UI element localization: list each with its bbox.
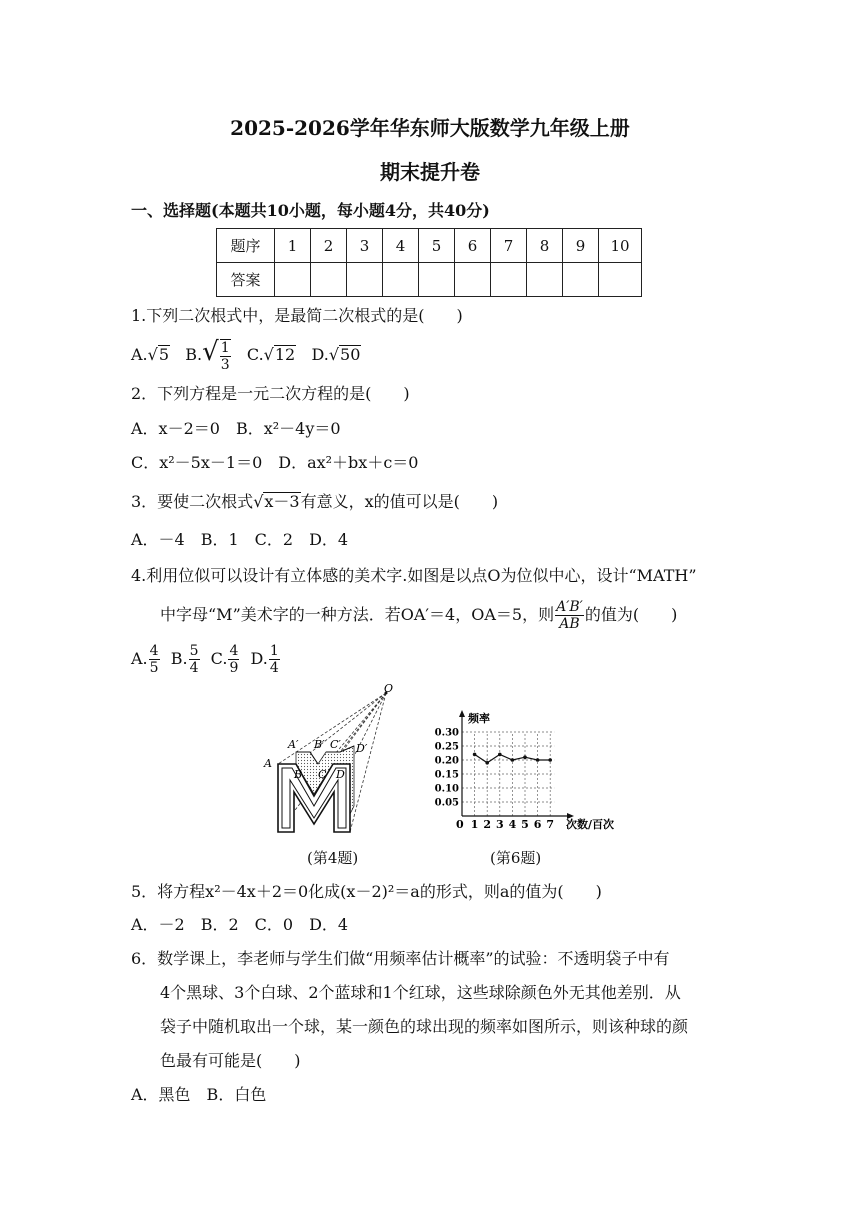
frac-num: 5 (189, 643, 199, 659)
q4-line2-post: 的值为( ) (584, 605, 678, 624)
q1-c-value: 12 (274, 345, 296, 364)
frac-den: 5 (149, 660, 159, 676)
q4-d-label: D. (250, 649, 268, 668)
radical-sign: √ (202, 337, 219, 367)
q3-stem (131, 492, 498, 512)
q2-options-line2: C．x²－5x－1＝0 D．ax²＋bx＋c＝0 (131, 453, 419, 472)
answer-cell[interactable] (419, 263, 455, 297)
answer-cell[interactable] (311, 263, 347, 297)
answer-cell[interactable] (599, 263, 642, 297)
label-b-prime: B′ (314, 738, 325, 751)
q1-b-label: B. (185, 345, 203, 364)
q4-frac-num: A′B′ (556, 599, 583, 615)
q1-b-fraction (220, 339, 231, 373)
x-tick-label: 3 (495, 818, 504, 831)
answer-cell[interactable] (491, 263, 527, 297)
label-a-prime: A′ (288, 738, 299, 751)
label-d: D (336, 768, 345, 781)
q2-stem: 2．下列方程是一元二次方程的是( ) (131, 384, 410, 403)
label-b: B (294, 768, 303, 781)
q1-b-den: 3 (220, 356, 230, 373)
figure-4-caption: (第4题) (307, 849, 359, 867)
table-cell: 6 (455, 229, 491, 263)
frac-den: 4 (189, 660, 199, 676)
chart-axes (459, 710, 574, 819)
doc-title: 2025-2026学年华东师大版数学九年级上册 (230, 116, 630, 140)
q6-line3: 袋子中随机取出一个球，某一颜色的球出现的频率如图所示，则该种球的颜 (160, 1017, 689, 1036)
table-cell: 9 (563, 229, 599, 263)
q1-b-num: 1 (220, 339, 230, 356)
q4-a-label: A. (131, 649, 148, 668)
answer-cell[interactable] (455, 263, 491, 297)
q4-options (131, 640, 281, 678)
table-cell: 5 (419, 229, 455, 263)
q1-stem: 1.下列二次根式中，是最简二次根式的是( ) (131, 306, 463, 325)
answer-table (216, 228, 642, 297)
figure-4-m-letter (258, 684, 408, 840)
answer-cell[interactable] (347, 263, 383, 297)
q4-a-fraction (149, 643, 160, 676)
label-d-prime: D′ (356, 742, 368, 755)
answer-cell[interactable] (275, 263, 311, 297)
q1-c-label: C. (246, 345, 264, 364)
data-point (548, 758, 552, 762)
q4-c-label: C. (210, 649, 228, 668)
q4-frac-den: AB (559, 616, 580, 632)
x-tick-label: 7 (546, 818, 555, 831)
x-tick-label: 4 (508, 818, 517, 831)
radical-sign: √ (147, 345, 158, 364)
table-cell: 7 (491, 229, 527, 263)
frac-num: 4 (149, 643, 159, 659)
y-axis-arrow (459, 710, 465, 717)
table-cell: 8 (527, 229, 563, 263)
figure-6-chart (428, 706, 628, 834)
data-point (536, 758, 540, 762)
row-label-answer: 答案 (217, 263, 275, 297)
frac-den: 4 (269, 660, 279, 676)
x-tick-label: 5 (521, 818, 529, 831)
table-cell: 3 (347, 229, 383, 263)
q4-c-fraction (228, 643, 239, 676)
q6-options: A．黑色 B．白色 (131, 1085, 267, 1104)
q1-a-label: A. (131, 345, 148, 364)
y-tick-label: 0.25 (434, 741, 459, 753)
q4-line2 (160, 596, 677, 634)
origin-label: 0 (456, 818, 464, 831)
q1-a-value: 5 (158, 345, 170, 364)
q4-b-fraction (189, 643, 200, 676)
q2-options-line1: A．x－2＝0 B．x²－4y＝0 (131, 419, 341, 438)
y-axis-label: 频率 (468, 712, 490, 725)
data-point (485, 761, 489, 765)
x-tick-label: 6 (533, 818, 542, 831)
row-label-number: 题序 (217, 229, 275, 263)
answer-cell[interactable] (563, 263, 599, 297)
doc-subtitle: 期末提升卷 (380, 160, 480, 184)
q4-d-fraction (269, 643, 280, 676)
y-tick-label: 0.10 (434, 783, 459, 795)
q3-options: A．－4 B．1 C．2 D．4 (131, 530, 349, 549)
x-axis-label: 次数/百次 (566, 818, 615, 831)
radical-sign: √ (328, 345, 340, 364)
y-tick-label: 0.05 (434, 797, 459, 809)
data-point (473, 753, 477, 757)
x-tick-label: 2 (483, 818, 492, 831)
q3-stem-post: 有意义，x的值可以是( ) (300, 492, 499, 511)
y-tick-label: 0.15 (434, 769, 459, 781)
q3-radicand: x－3 (264, 492, 300, 511)
table-row (217, 263, 642, 297)
table-cell: 1 (275, 229, 311, 263)
q4-fraction (555, 599, 584, 632)
data-point (498, 753, 502, 757)
q6-line1: 6．数学课上，李老师与学生们做“用频率估计概率”的试验：不透明袋子中有 (131, 949, 670, 968)
table-row (217, 229, 642, 263)
label-c-prime: C′ (330, 738, 341, 751)
q5-stem: 5．将方程x²－4x＋2＝0化成(x－2)²＝a的形式，则a的值为( ) (131, 882, 602, 901)
label-c: C (318, 768, 327, 781)
answer-cell[interactable] (527, 263, 563, 297)
q4-line2-pre: 中字母“M”美术字的一种方法．若OA′＝4，OA＝5，则 (160, 605, 555, 624)
y-tick-label: 0.30 (434, 727, 459, 739)
q6-line4: 色最有可能是( ) (160, 1051, 301, 1070)
radical-sign: √ (263, 345, 274, 364)
y-tick-label: 0.20 (434, 755, 459, 767)
data-point (523, 755, 527, 759)
q1-d-value: 50 (340, 345, 361, 364)
radical-sign: √ (253, 492, 264, 511)
frac-num: 4 (229, 643, 239, 659)
x-tick-label: 1 (470, 818, 479, 831)
q3-stem-pre: 3．要使二次根式 (131, 492, 254, 511)
q4-line1: 4.利用位似可以设计有立体感的美术字.如图是以点O为位似中心，设计“MATH” (131, 566, 697, 585)
figure-6-caption: (第6题) (490, 849, 542, 867)
label-o: O (384, 684, 394, 695)
q6-line2: 4个黑球、3个白球、2个蓝球和1个红球，这些球除颜色外无其他差别．从 (160, 983, 681, 1002)
q1-options (131, 333, 361, 373)
table-cell: 4 (383, 229, 419, 263)
frac-den: 9 (229, 660, 239, 676)
q1-d-label: D. (311, 345, 329, 364)
q4-b-label: B. (170, 649, 188, 668)
q5-options: A．－2 B．2 C．0 D．4 (131, 915, 349, 934)
chart-grid (462, 732, 554, 816)
section-heading: 一、选择题(本题共10小题，每小题4分，共40分) (131, 201, 490, 220)
table-cell: 2 (311, 229, 347, 263)
table-cell: 10 (599, 229, 642, 263)
answer-cell[interactable] (383, 263, 419, 297)
label-a: A (264, 757, 272, 770)
data-point (511, 758, 515, 762)
frac-num: 1 (269, 643, 279, 659)
